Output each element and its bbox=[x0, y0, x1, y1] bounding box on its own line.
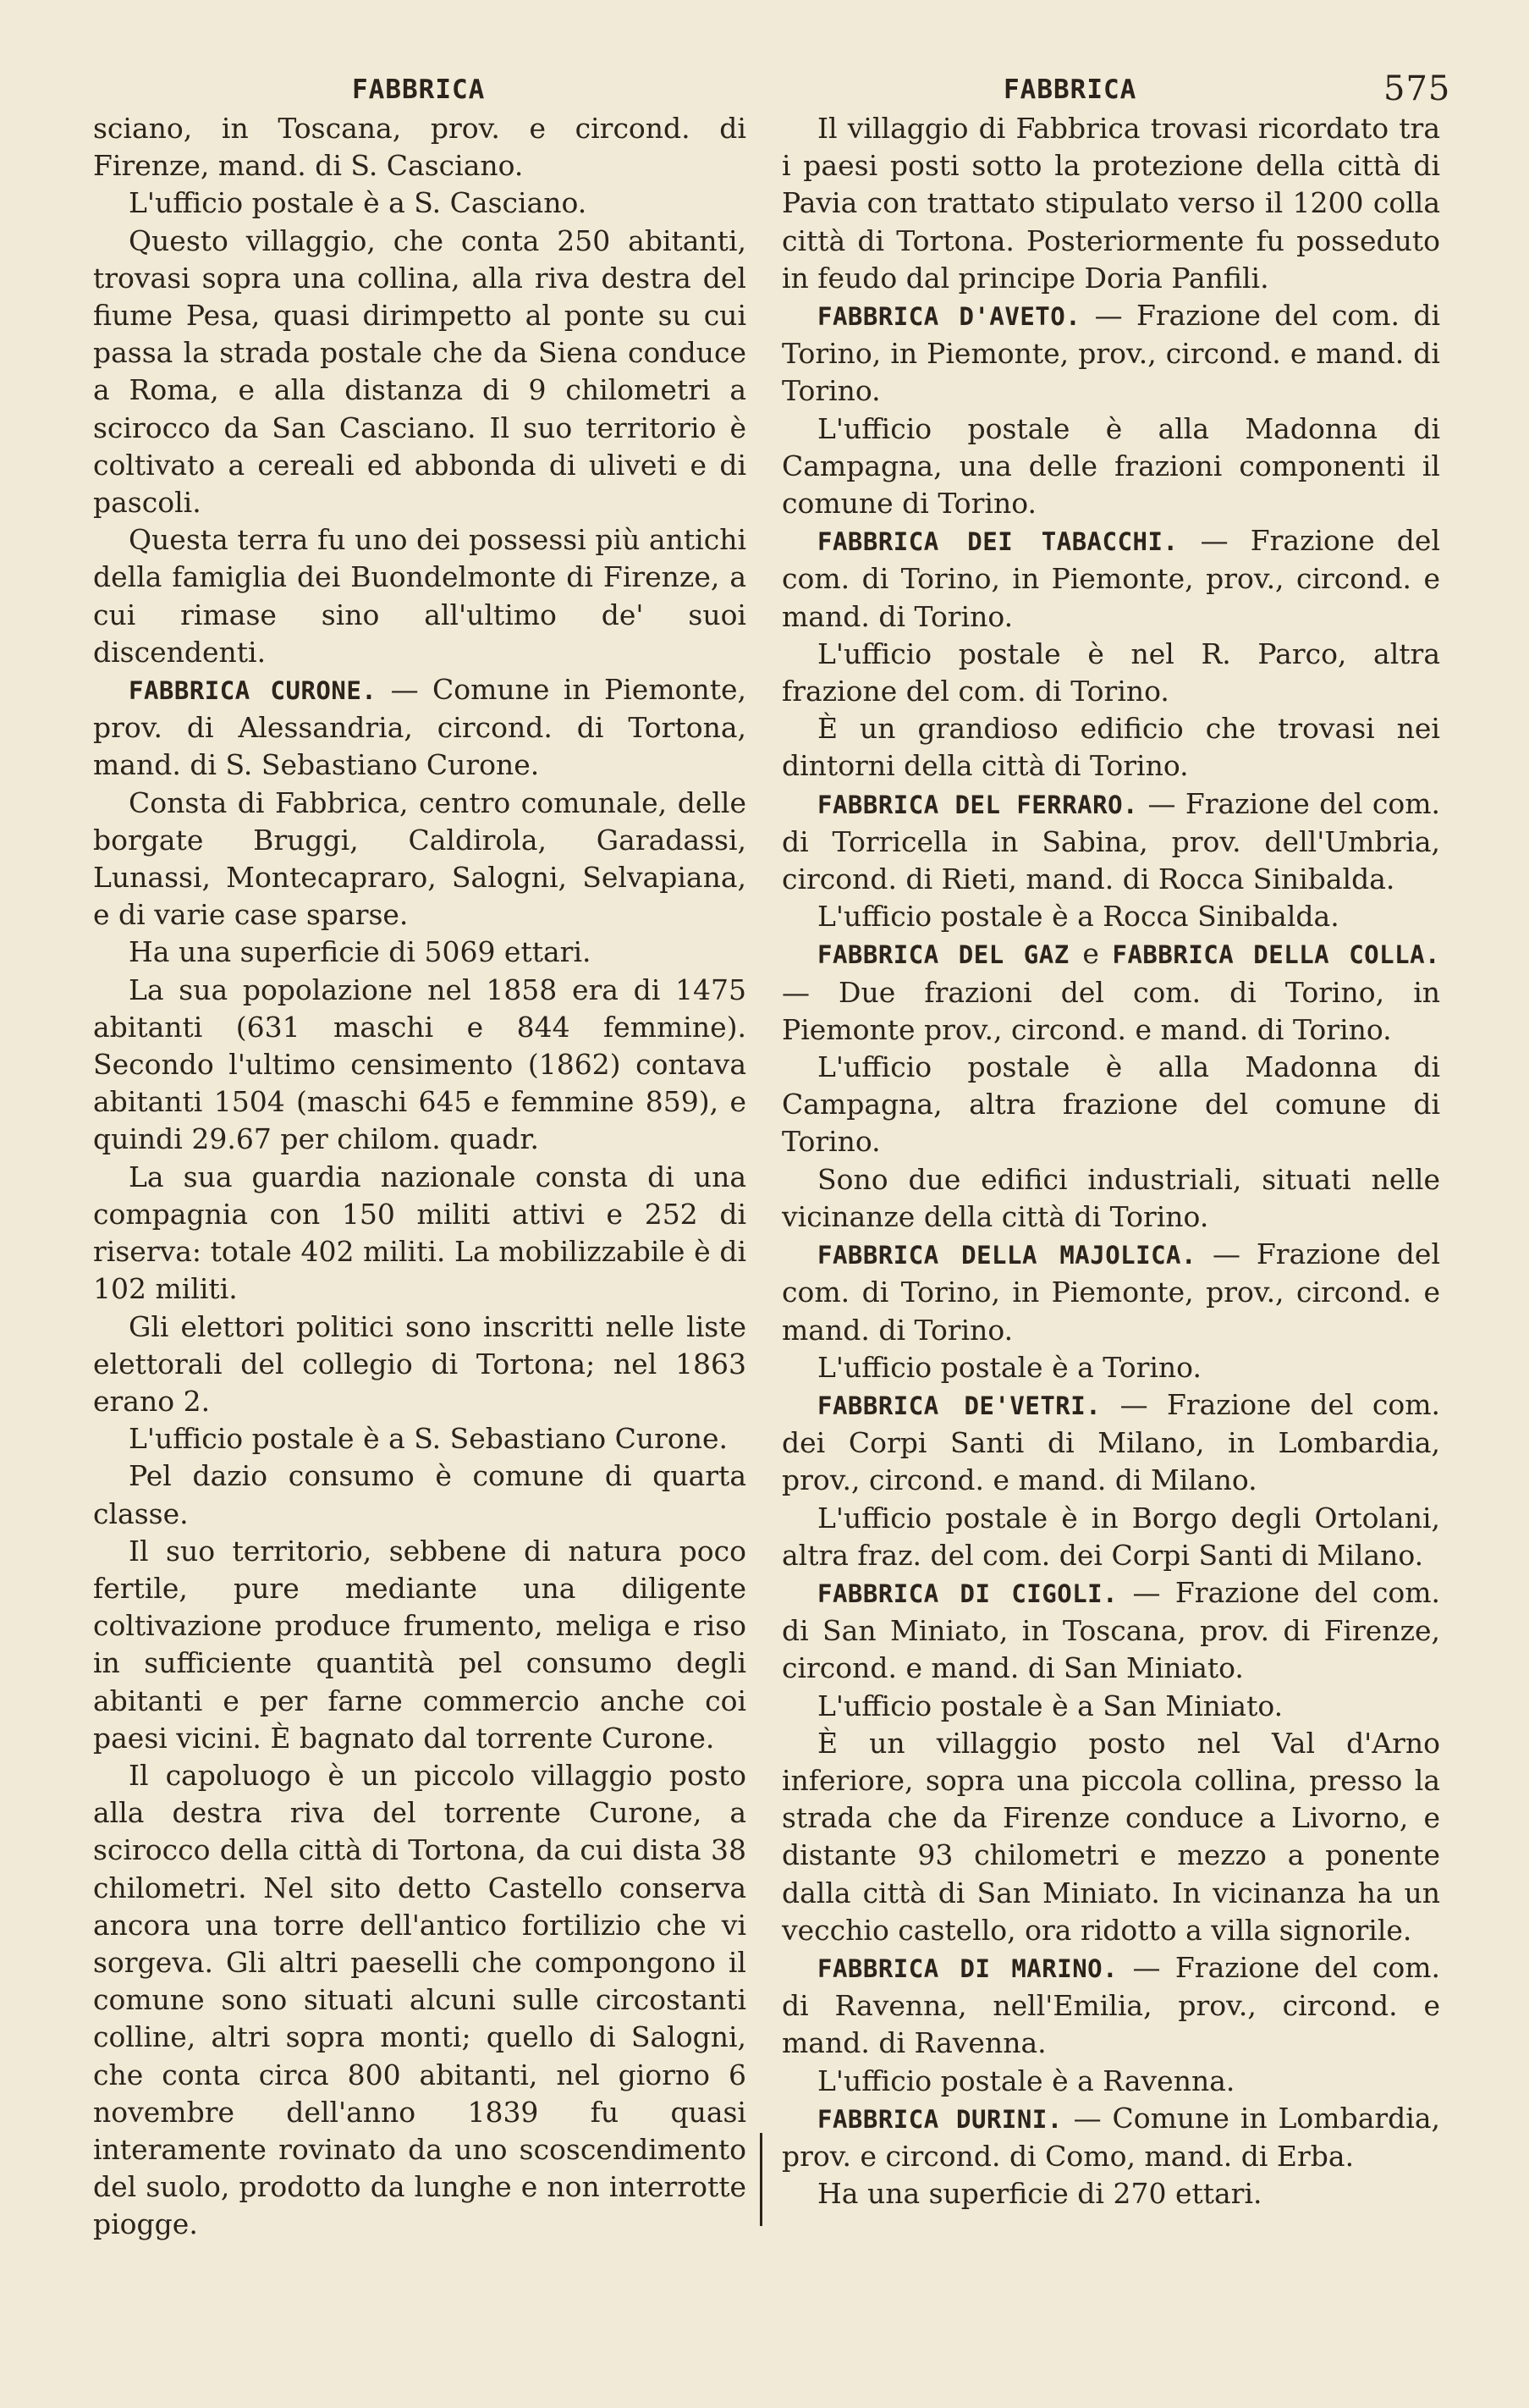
paragraph-text: Questa terra fu uno dei possessi più antichi della famiglia dei Buondelmonte di Firenze, a cui rimase sino all'ultimo de' suoi discendenti. bbox=[93, 523, 746, 669]
paragraph-text: Gli elettori politici sono inscritti nelle liste elettorali del collegio di Tortona; nel 1863 erano 2. bbox=[93, 1309, 746, 1418]
paragraph-text: Sono due edifici industriali, situati nelle vicinanze della città di Torino. bbox=[782, 1162, 1440, 1233]
paragraph bbox=[93, 223, 746, 522]
entry-title-joiner: e bbox=[1082, 937, 1099, 971]
entry-paragraph bbox=[782, 785, 1440, 899]
column-divider bbox=[760, 2133, 762, 2226]
paragraph bbox=[93, 1533, 746, 1757]
paragraph bbox=[782, 1688, 1440, 1725]
entry-title: FABBRICA DURINI. bbox=[817, 2104, 1063, 2134]
paragraph-text: Consta di Fabbrica, centro comunale, delle borgate Bruggi, Caldirola, Garadassi, Lunassi, Montecapraro, Salogni, Selvapiana, e di varie case sparse. bbox=[93, 785, 746, 932]
paragraph bbox=[93, 934, 746, 971]
paragraph-text: L'ufficio postale è a San Miniato. bbox=[817, 1689, 1284, 1722]
paragraph-text: — Frazione del com. di San Miniato, in Toscana, prov. di Firenze, circond. e mand. di San Miniato. bbox=[782, 1575, 1441, 1685]
paragraph bbox=[782, 898, 1440, 935]
paragraph-text: L'ufficio postale è alla Madonna di Campagna, una delle frazioni componenti il comune di Torino. bbox=[782, 411, 1440, 521]
paragraph bbox=[782, 411, 1440, 523]
paragraph-text: La sua guardia nazionale consta di una compagnia con 150 militi attivi e 252 di riserva: totale 402 militi. La mobilizzabile è di 102 militi. bbox=[93, 1160, 746, 1306]
paragraph bbox=[782, 2175, 1440, 2212]
entry-title: FABBRICA DELLA MAJOLICA. bbox=[817, 1241, 1196, 1270]
paragraph-text: L'ufficio postale è a Torino. bbox=[817, 1350, 1202, 1384]
entry-title: FABBRICA DEL FERRARO. bbox=[817, 790, 1139, 819]
paragraph bbox=[93, 1757, 746, 2244]
entry-title: FABBRICA DELLA COLLA. bbox=[1112, 940, 1440, 970]
paragraph-text: — Frazione del com. di Torino, in Piemonte, prov., circond. e mand. di Torino. bbox=[782, 1237, 1440, 1347]
paragraph-text: — Frazione del com. di Ravenna, nell'Emilia, prov., circond. e mand. di Ravenna. bbox=[782, 1950, 1441, 2060]
entry-title: FABBRICA DEI TABACCHI. bbox=[817, 527, 1179, 557]
paragraph-text: Pel dazio consumo è comune di quarta classe. bbox=[93, 1459, 746, 1530]
paragraph-text: L'ufficio postale è a S. Sebastiano Curone. bbox=[129, 1422, 729, 1456]
paragraph-text: sciano, in Toscana, prov. e circond. di Firenze, mand. di S. Casciano. bbox=[93, 112, 746, 183]
paragraph-text: — Frazione del com. di Torino, in Piemonte, prov., circond. e mand. di Torino. bbox=[782, 524, 1441, 633]
paragraph-text: Ha una superficie di 5069 ettari. bbox=[129, 935, 591, 969]
paragraph bbox=[93, 1457, 746, 1532]
paragraph-text: Il suo territorio, sebbene di natura poco fertile, pure mediante una diligente coltivazione produce frumento, meliga e riso in sufficiente quantità pel consumo degli abitanti e per farne commercio anche coi paesi vicini. È bagnato dal torrente Curone. bbox=[93, 1534, 746, 1755]
paragraph bbox=[93, 785, 746, 934]
entry-title: FABBRICA DI CIGOLI. bbox=[817, 1579, 1119, 1608]
paragraph bbox=[782, 1049, 1440, 1161]
paragraph bbox=[782, 1500, 1440, 1574]
paragraph-text: L'ufficio postale è a S. Casciano. bbox=[129, 186, 587, 220]
paragraph-text: L'ufficio postale è in Borgo degli Ortolani, altra fraz. del com. dei Corpi Santi di Milano. bbox=[782, 1501, 1440, 1572]
paragraph bbox=[782, 1349, 1440, 1386]
paragraph bbox=[782, 110, 1440, 297]
entry-paragraph bbox=[782, 1574, 1440, 1688]
entry-paragraph bbox=[782, 1386, 1440, 1500]
paragraph-text: L'ufficio postale è alla Madonna di Campagna, altra frazione del comune di Torino. bbox=[782, 1050, 1440, 1159]
paragraph-text: — Comune in Lombardia, prov. e circond. di Como, mand. di Erba. bbox=[782, 2101, 1440, 2173]
entry-title: FABBRICA DE'VETRI. bbox=[817, 1391, 1102, 1420]
entry-paragraph bbox=[782, 2100, 1440, 2175]
entry-paragraph bbox=[93, 671, 746, 785]
paragraph-text: — Frazione del com. dei Corpi Santi di Milano, in Lombardia, prov., circond. e mand. di Milano. bbox=[782, 1387, 1440, 1497]
entry-title: FABBRICA D'AVETO. bbox=[817, 302, 1081, 332]
paragraph-text: È un grandioso edificio che trovasi nei dintorni della città di Torino. bbox=[782, 712, 1440, 783]
entry-title: FABBRICA DI MARINO. bbox=[817, 1953, 1119, 1983]
paragraph-text: — Frazione del com. di Torricella in Sabina, prov. dell'Umbria, circond. di Rieti, mand. di Rocca Sinibalda. bbox=[782, 786, 1440, 896]
left-running-head: FABBRICA bbox=[352, 74, 486, 105]
paragraph-text: L'ufficio postale è nel R. Parco, altra frazione del com. di Torino. bbox=[782, 636, 1440, 708]
entry-paragraph bbox=[782, 935, 1440, 1049]
paragraph-text: Il capoluogo è un piccolo villaggio posto alla destra riva del torrente Curone, a scirocco della città di Tortona, da cui dista 38 chilometri. Nel sito detto Castello conserva ancora una torre dell'antico fortilizio che vi sorgeva. Gli altri paeselli che compongono il comune sono situati alcuni sulle circostanti colline, altri sopra monti; quello di Salogni, che conta circa 800 abitanti, nel giorno 6 novembre dell'anno 1839 fu quasi interamente rovinato da uno scoscendimento del suolo, prodotto da lunghe e non interrotte piogge. bbox=[93, 1758, 746, 2241]
paragraph bbox=[782, 710, 1440, 785]
paragraph bbox=[93, 972, 746, 1159]
entry-paragraph bbox=[782, 522, 1440, 636]
paragraph bbox=[782, 636, 1440, 710]
page-number: 575 bbox=[1383, 69, 1451, 108]
paragraph bbox=[93, 1420, 746, 1457]
paragraph-text: Questo villaggio, che conta 250 abitanti, trovasi sopra una collina, alla riva destra del fiume Pesa, quasi dirimpetto al ponte su cui passa la strada postale che da Siena conduce a Roma, e alla distanza di 9 chilometri a scirocco da San Casciano. Il suo territorio è coltivato a cereali ed abbonda di uliveti e di pascoli. bbox=[93, 223, 746, 520]
entry-title: FABBRICA DEL GAZ bbox=[817, 940, 1070, 970]
right-running-head: FABBRICA bbox=[1004, 74, 1137, 105]
paragraph bbox=[782, 1725, 1440, 1949]
paragraph bbox=[782, 1161, 1440, 1236]
right-column bbox=[782, 110, 1440, 2212]
paragraph bbox=[782, 2063, 1440, 2100]
paragraph bbox=[93, 1159, 746, 1309]
entry-paragraph bbox=[782, 1949, 1440, 2063]
paragraph bbox=[93, 521, 746, 671]
paragraph-text: È un villaggio posto nel Val d'Arno inferiore, sopra una piccola collina, presso la strada che da Firenze conduce a Livorno, e distante 93 chilometri e mezzo a ponente dalla città di San Miniato. In vicinanza ha un vecchio castello, ora ridotto a villa signorile. bbox=[782, 1726, 1440, 1947]
paragraph-text: L'ufficio postale è a Ravenna. bbox=[817, 2064, 1235, 2097]
paragraph-text: Ha una superficie di 270 ettari. bbox=[817, 2177, 1262, 2211]
left-column bbox=[93, 110, 746, 2244]
paragraph bbox=[93, 185, 746, 222]
paragraph-text: — Frazione del com. di Torino, in Piemonte, prov., circond. e mand. di Torino. bbox=[782, 299, 1441, 408]
entry-paragraph bbox=[782, 297, 1440, 411]
entry-title: FABBRICA CURONE. bbox=[129, 676, 377, 706]
paragraph-text: — Due frazioni del com. di Torino, in Piemonte prov., circond. e mand. di Torino. bbox=[782, 975, 1440, 1046]
paragraph bbox=[93, 1309, 746, 1421]
paragraph-text: La sua popolazione nel 1858 era di 1475 abitanti (631 maschi e 844 femmine). Secondo l'ultimo censimento (1862) contava abitanti 1504 (maschi 645 e femmine 859), e quindi 29.67 per chilom. quadr. bbox=[93, 973, 746, 1156]
entry-paragraph bbox=[782, 1236, 1440, 1349]
paragraph-text: Il villaggio di Fabbrica trovasi ricordato tra i paesi posti sotto la protezione della città di Pavia con trattato stipulato verso il 1200 colla città di Tortona. Posteriormente fu posseduto in feudo dal principe Doria Panfili. bbox=[782, 112, 1440, 295]
paragraph-text: — Comune in Piemonte, prov. di Alessandria, circond. di Tortona, mand. di S. Sebastiano Curone. bbox=[93, 673, 747, 782]
paragraph bbox=[93, 110, 746, 185]
paragraph-text: L'ufficio postale è a Rocca Sinibalda. bbox=[817, 900, 1339, 934]
